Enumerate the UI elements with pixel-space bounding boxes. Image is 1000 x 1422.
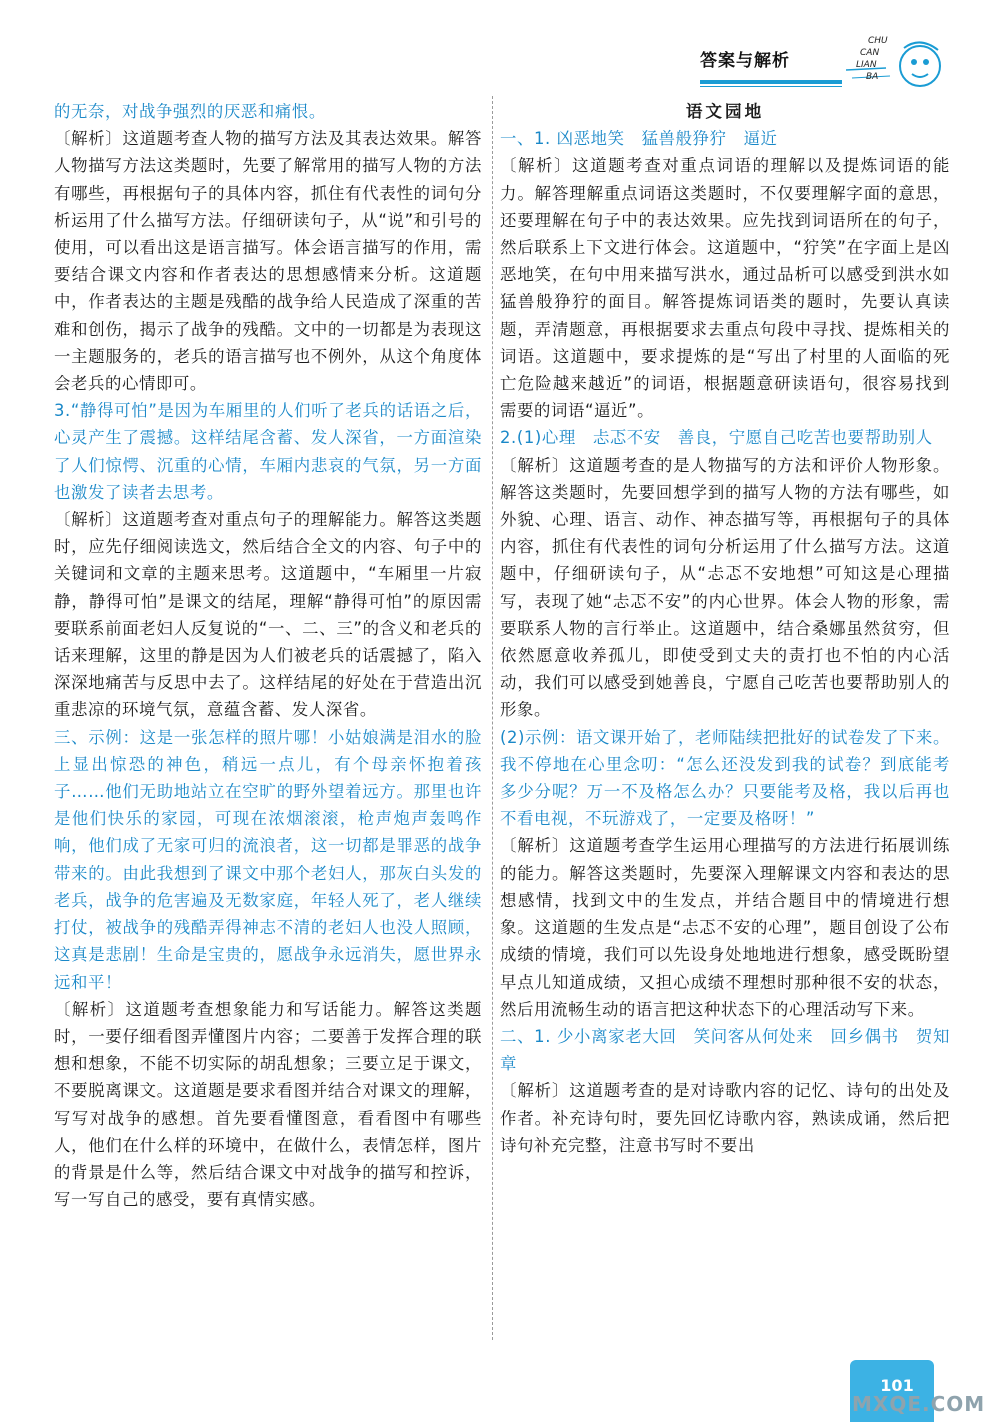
analysis-paragraph: 〔解析〕这道题考查对重点句子的理解能力。解答这类题时，应先仔细阅读选文，然后结合全文的内容、句子中的关键词和文章的主题来思考。这道题中，“车厢里一片寂静，静得可怕”是课文的结尾，理解“静得可怕”的原因需要联系前面老妇人反复说的“一、二、三”的含义和老兵的话来理解，这里的静是因为人们被老兵的话震撼了，陷入深深地痛苦与反思中去了。这样结尾的好处在于营造出沉重悲凉的环境气氛，意蕴含蓄、发人深省。: [54, 510, 482, 720]
section-title: 语文园地: [685, 102, 765, 121]
logo-line-3: LIAN: [856, 60, 877, 70]
logo-line-2: CAN: [860, 48, 880, 58]
header-rule-thin: [700, 86, 842, 87]
watermark: MXQE.COM: [852, 1392, 986, 1416]
answer-text: 2.(1)心理 忐忑不安 善良，宁愿自己吃苦也要帮助别人: [500, 428, 933, 448]
analysis-paragraph: 〔解析〕这道题考查想象能力和写话能力。解答这类题时，一要仔细看图弄懂图片内容；二要善于发挥合理的联想和想象，不能不切实际的胡乱想象；三要立足于课文，不要脱离课文。这道题是要求看图并结合对课文的理解，写写对战争的感想。首先要看懂图意，看看图中有哪些人，他们在什么样的环境中，在做什么，表情怎样，图片的背景是什么等，然后结合课文中对战争的描写和控诉，写一写自己的感受，要有真情实感。: [54, 999, 482, 1210]
left-column: [54, 98, 482, 1213]
analysis-paragraph: 〔解析〕这道题考查学生运用心理描写的方法进行拓展训练的能力。解答这类题时，先要深入理解课文内容和表达的思想感情，找到文中的生发点，并结合题目中的情境进行想象。这道题的生发点是“忐忑不安的心理”，题目创设了公布成绩的情境，我们可以先设身处地地进行想象，感受既盼望早点儿知道成绩，又担心成绩不理想时那种很不安的状态，然后用流畅生动的语言把这种状态下的心理活动写下来。: [500, 836, 950, 1019]
analysis-paragraph: 〔解析〕这道题考查的是对诗歌内容的记忆、诗句的出处及作者。补充诗句时，要先回忆诗歌内容，熟读成诵，然后把诗句补充完整，注意书写时不要出: [500, 1081, 950, 1155]
analysis-paragraph: 〔解析〕这道题考查对重点词语的理解以及提炼词语的能力。解答理解重点词语这类题时，不仅要理解字面的意思，还要理解在句子中的表达效果。应先找到词语所在的句子，然后联系上下文进行体会。这道题中，“狞笑”在字面上是凶恶地笑，在句中用来描写洪水，通过品析可以感受到洪水如猛兽般狰狞的面目。解答提炼词语类的题时，先要认真读题，弄清题意，再根据要求去重点句段中寻找、提炼相关的词语。这道题中，要求提炼的是“写出了村里的人面临的死亡危险越来越近”的词语，根据题意研读语句，很容易找到需要的词语“逼近”。: [500, 156, 950, 421]
logo-line-4: BA: [866, 72, 879, 82]
analysis-paragraph: 〔解析〕这道题考查人物的描写方法及其表达效果。解答人物描写方法这类题时，先要了解常用的描写人物的方法有哪些，再根据句子的具体内容，抓住有代表性的词句分析运用了什么描写方法。仔细研读句子，从“说”和引号的使用，可以看出这是语言描写。体会语言描写的作用，需要结合课文内容和作者表达的思想感情来分析。这道题中，作者表达的主题是残酷的战争给人民造成了深重的苦难和创伤，揭示了战争的残酷。文中的一切都是为表现这一主题服务的，老兵的语言描写也不例外，从这个角度体会老兵的心情即可。: [54, 129, 482, 394]
answer-text: 3.“静得可怕”是因为车厢里的人们听了老兵的话语之后，心灵产生了震撼。这样结尾含蓄、发人深省，一方面渲染了人们惊愕、沉重的心情，车厢内悲哀的气氛，另一方面也激发了读者去思考。: [54, 401, 482, 502]
answer-text: 的无奈，对战争强烈的厌恶和痛恨。: [54, 102, 326, 121]
answer-text: 一、1. 凶恶地笑 猛兽般狰狞 逼近: [500, 129, 778, 149]
right-column: [500, 98, 950, 1159]
answer-text: (2)示例：语文课开始了，老师陆续把批好的试卷发了下来。我不停地在心里念叨：“怎么还没发到我的试卷？到底能考多少分呢？万一不及格怎么办？只要能考及格，我以后再也不看电视，不玩游戏了，一定要及格呀！”: [500, 727, 950, 829]
answer-text: 三、示例：这是一张怎样的照片哪！小姑娘满是泪水的脸上显出惊恐的神色，稍远一点儿，有个母亲怀抱着孩子……他们无助地站立在空旷的野外望着远方。那里也许是他们快乐的家园，可现在浓烟滚滚，枪声炮声轰鸣作响，他们成了无家可归的流浪者，这一切都是罪恶的战争带来的。由此我想到了课文中那个老妇人，那灰白头发的老兵，战争的危害遍及无数家庭，年轻人死了，老人继续打仗，被战争的残酷弄得神志不清的老妇人也没人照顾，这真是悲剧！生命是宝贵的，愿战争永远消失，愿世界永远和平！: [54, 727, 482, 992]
page-header: [0, 0, 1000, 110]
logo-line-1: CHU: [868, 36, 888, 46]
header-title: 答案与解析: [700, 51, 790, 71]
header-rule: [700, 80, 842, 84]
page-number: 101: [880, 1376, 914, 1395]
brand-logo: [846, 22, 946, 102]
column-divider: [492, 96, 493, 1340]
analysis-paragraph: 〔解析〕这道题考查的是人物描写的方法和评价人物形象。解答这类题时，先要回想学到的描写人物的方法有哪些，如外貌、心理、语言、动作、神态描写等，再根据句子的具体内容，抓住有代表性的词句分析运用了什么描写方法。这道题中，仔细研读句子，从“忐忑不安地想”可知这是心理描写，表现了她“忐忑不安”的内心世界。体会人物的形象，需要联系人物的言行举止。这道题中，结合桑娜虽然贫穷，但依然愿意收养孤儿，即使受到丈夫的责打也不怕的内心活动，我们可以感受到她善良，宁愿自己吃苦也要帮助别人的形象。: [500, 455, 950, 720]
answer-text: 二、1. 少小离家老大回 笑问客从何处来 回乡偶书 贺知章: [500, 1026, 950, 1074]
